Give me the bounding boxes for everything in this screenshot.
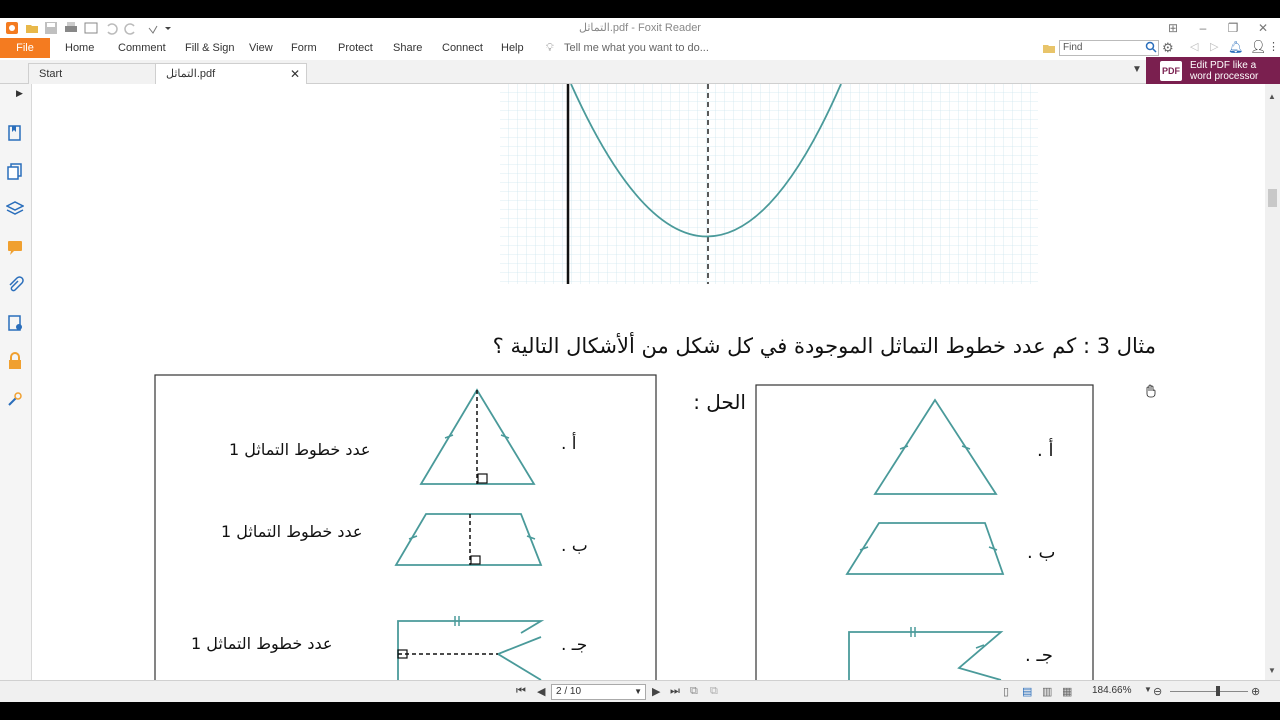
answer-b-text: عدد خطوط التماثل 1	[221, 522, 363, 541]
status-bar	[0, 680, 1280, 702]
shape-a-letter: أ .	[1037, 440, 1054, 461]
answer-c-letter: جـ .	[561, 635, 588, 655]
answer-a-text: عدد خطوط التماثل 1	[229, 440, 371, 459]
user-account-icon[interactable]: 👤︎	[1250, 39, 1267, 54]
answer-a-letter: أ .	[561, 434, 577, 454]
page-graphics	[41, 84, 1265, 680]
tab-view[interactable]: View	[249, 42, 273, 54]
document-page[interactable]	[41, 84, 1265, 680]
solution-heading: الحل :	[693, 390, 746, 414]
first-page-icon[interactable]: ⏮	[516, 685, 526, 697]
zoom-dropdown-icon[interactable]: ▼	[1144, 685, 1152, 694]
next-view-icon[interactable]: ⧉	[710, 685, 718, 697]
tab-share[interactable]: Share	[393, 42, 423, 54]
page-number-input[interactable]	[551, 684, 646, 700]
tab-home[interactable]: Home	[65, 42, 95, 54]
question-triangle	[875, 400, 996, 494]
title-bar	[0, 18, 1280, 38]
tab-form[interactable]: Form	[291, 42, 317, 54]
minimize-button[interactable]: –	[1199, 21, 1207, 35]
tab-document-label: التماثل.pdf	[166, 68, 216, 80]
answer-c-text: عدد خطوط التماثل 1	[191, 634, 333, 653]
next-page-icon[interactable]: ▶	[652, 686, 661, 698]
scrollbar-thumb[interactable]	[1268, 189, 1277, 207]
lightbulb-icon: 💡︎	[546, 42, 554, 54]
shape-c-letter: جـ .	[1025, 645, 1053, 666]
restore-button[interactable]: ❐	[1227, 21, 1239, 35]
facing-pages-icon[interactable]: ▥	[1042, 686, 1053, 698]
more-options-icon[interactable]: ⋮	[1268, 41, 1279, 53]
signature-panel-icon[interactable]	[6, 314, 24, 332]
example-3-question: مثال 3 : كم عدد خطوط التماثل الموجودة في كل شكل من ألأشكال التالية ؟	[492, 334, 1156, 358]
tab-start-label: Start	[39, 68, 63, 80]
continuous-page-icon[interactable]: ▤	[1022, 686, 1033, 698]
page-number-value: 2 / 10	[556, 686, 582, 697]
ribbon-options-icon[interactable]: ⊞	[1167, 21, 1179, 35]
ribbon-tabs	[0, 38, 1280, 60]
last-page-icon[interactable]: ⏭	[670, 685, 680, 697]
zoom-slider[interactable]	[1170, 691, 1248, 692]
zoom-in-icon[interactable]: ⊕	[1251, 686, 1261, 698]
previous-page-icon[interactable]: ◀	[537, 686, 546, 698]
foxit-reader-window	[0, 18, 1280, 702]
zoom-out-icon[interactable]: ⊖	[1153, 686, 1163, 698]
close-button[interactable]: ✕	[1257, 21, 1269, 35]
page-dropdown-icon[interactable]: ▼	[634, 687, 642, 696]
folder-search-icon[interactable]	[1042, 41, 1056, 55]
window-title: التماثل.pdf - Foxit Reader	[579, 22, 701, 34]
document-tabs	[0, 60, 1280, 84]
previous-result-icon[interactable]: ◁	[1190, 41, 1199, 53]
graph-grid	[500, 84, 1038, 284]
ad-line-2: word processor	[1190, 71, 1259, 82]
tell-me-search[interactable]: Tell me what you want to do...	[564, 42, 709, 54]
hand-cursor-icon	[1144, 384, 1158, 398]
zoom-level[interactable]: 184.66%	[1092, 685, 1132, 696]
pdf-edit-icon: PDF	[1160, 61, 1182, 81]
scroll-down-icon[interactable]: ▼	[1268, 666, 1276, 675]
find-input[interactable]: Find	[1059, 40, 1159, 56]
navigation-sidebar	[0, 84, 32, 680]
gear-icon[interactable]: ⚙	[1162, 40, 1174, 55]
scroll-up-icon[interactable]: ▲	[1268, 92, 1276, 101]
attachments-icon[interactable]	[6, 276, 24, 294]
comments-icon[interactable]	[6, 238, 24, 256]
tab-help[interactable]: Help	[501, 42, 524, 54]
ad-line-1: Edit PDF like a	[1190, 60, 1257, 71]
bookmarks-icon[interactable]	[6, 124, 24, 142]
zoom-slider-thumb[interactable]	[1216, 686, 1220, 696]
question-box	[756, 385, 1093, 680]
pages-icon[interactable]	[6, 162, 24, 180]
expand-panel-icon[interactable]: ▶	[16, 88, 23, 98]
tab-document[interactable]	[155, 63, 307, 84]
solution-pentagon	[398, 616, 541, 680]
answer-b-letter: ب .	[561, 536, 588, 556]
close-tab-icon[interactable]: ✕	[289, 67, 300, 81]
wrench-icon[interactable]	[6, 390, 24, 408]
edit-pdf-ad-banner[interactable]	[1146, 57, 1280, 84]
solution-trapezoid	[396, 514, 541, 565]
single-page-icon[interactable]: ▯	[1003, 686, 1010, 698]
layers-icon[interactable]	[6, 200, 24, 218]
solution-triangle	[421, 390, 534, 484]
notification-bell-icon[interactable]: 🔔︎	[1228, 40, 1244, 54]
next-result-icon[interactable]: ▷	[1210, 41, 1219, 53]
tab-connect[interactable]: Connect	[442, 42, 483, 54]
tab-file[interactable]: File	[0, 38, 50, 58]
tab-comment[interactable]: Comment	[118, 42, 166, 54]
tab-fill-sign[interactable]: Fill & Sign	[185, 42, 235, 54]
shape-b-letter: ب .	[1027, 542, 1056, 563]
tab-list-dropdown-icon[interactable]: ▼	[1132, 64, 1142, 75]
question-pentagon	[849, 627, 1001, 680]
tab-protect[interactable]: Protect	[338, 42, 373, 54]
tab-start[interactable]	[28, 63, 156, 84]
continuous-facing-icon[interactable]: ▦	[1062, 686, 1073, 698]
question-trapezoid	[847, 523, 1003, 574]
previous-view-icon[interactable]: ⧉	[690, 685, 698, 697]
parabola-graph	[500, 84, 1038, 284]
vertical-scrollbar[interactable]	[1265, 84, 1280, 680]
lock-icon[interactable]	[6, 352, 24, 370]
search-icon[interactable]	[1145, 41, 1157, 53]
